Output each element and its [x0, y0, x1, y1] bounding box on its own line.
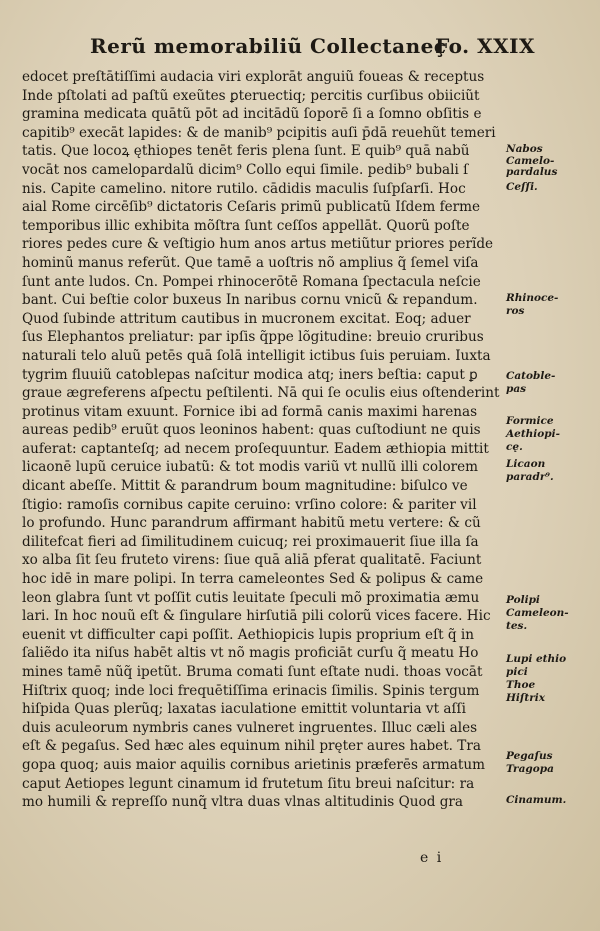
text-line: eſt & pegaſus. Sed hæc ales equinum nihil pręter aures habet. Tra: [22, 738, 481, 755]
text-line: temporibus illic exhibita mõſtra ſunt ceſſos appellāt. Quorũ poſte: [22, 217, 470, 234]
text-line: leon glabra ſunt vt poſſit cutis leuitate ſpeculi mõ proximatia æmu: [22, 589, 480, 606]
text-line: auferat: captanteſq; ad necem proſequuntur. Eadem æthiopia mittit: [22, 440, 489, 457]
margin-note: Nabos: [506, 143, 543, 156]
text-line: ſunt ante ludos. Cn. Pompei rhinocerōtē Romana ſpectacula neſcie: [22, 273, 481, 290]
text-line: euenit vt difficulter capi poſſit. Aethiopicis lupis proprium eſt q̃ in: [22, 626, 475, 643]
margin-note: pardalus: [506, 165, 558, 178]
text-line: Hiſtrix quoq; inde loci frequētiſſima erinacis ſimilis. Spinis tergum: [22, 682, 480, 699]
margin-note: Hiſtrix: [506, 692, 546, 705]
margin-note: tes.: [506, 619, 528, 632]
margin-note: Pegaſus: [506, 749, 553, 762]
running-title: Rerũ memorabiliũ Collectaneç: [90, 34, 447, 58]
margin-note: cę.: [506, 441, 523, 453]
margin-note: Thoe: [506, 679, 536, 692]
text-line: lo profundo. Hunc parandrum affirmant habitũ metu vertere: & cũ: [22, 515, 481, 532]
margin-note: Cinamum.: [506, 794, 567, 807]
text-line: ſtigio: ramoſis cornibus capite ceruino: vrſino colore: & pariter vil: [22, 496, 477, 513]
text-line: mo humili & repreſſo nunq̃ vltra duas vlnas altitudinis Quod gra: [22, 794, 464, 811]
margin-note: Polipi: [506, 593, 540, 606]
text-line: licaonē lupũ ceruice iubatũ: & tot modis variũ vt nullũ illi colorem: [22, 459, 479, 476]
text-line: riores pedes cure & veſtigio hum anos artus metiũtur priores perĩde: [22, 236, 494, 253]
margin-note: Catoble-: [506, 370, 556, 383]
text-line: graue ægreferens aſpectu peſtilenti. Nā qui ſe oculis eius oſtenderint: [22, 385, 500, 402]
text-line: dicant abeſſe. Mittit & parandrum boum magnitudine: biſulco ve: [22, 478, 468, 495]
text-line: nis. Capite camelino. nitore rutilo. cādidis maculis ſuſpſarſi. Hoc: [22, 180, 466, 197]
margin-note: Ceſſi.: [506, 180, 538, 193]
margin-note: Cameleon-: [506, 606, 569, 619]
text-line: aial Rome circēſib⁹ dictatoris Ceſaris primũ publicatũ Iſdem ferme: [22, 199, 481, 216]
text-line: vocāt nos camelopardalũ dicim⁹ Collo equi ſimile. pedib⁹ bubali ſ: [22, 161, 469, 178]
text-line: hoc idē in mare polipi. In terra cameleontes Sed & polipus & came: [22, 571, 484, 588]
text-line: caput Aetiopes legunt cinamum id frutetum ſitu breui naſcitur: ra: [22, 775, 475, 792]
margin-note: Licaon: [506, 457, 546, 470]
margin-note: Aethiopi-: [506, 427, 560, 440]
text-line: Quod ſubinde attritum cautibus in mucronem excitat. Eoq; aduer: [22, 310, 471, 327]
running-header: [90, 34, 535, 64]
text-line: tygrim fluuiũ catoblepas naſcitur modica atq; iners beſtia: caput ꝑ: [22, 366, 478, 383]
margin-note: Rhinoce-: [506, 292, 559, 305]
margin-note: Tragopa: [506, 762, 554, 775]
text-line: naturali telo aluũ petēs quā ſolā intelligit ictibus ſuis peruiam. Iuxta: [22, 347, 491, 364]
margin-note: Lupi ethio: [506, 653, 567, 666]
signature-mark: e i: [420, 850, 444, 866]
text-line: duis aculeorum nymbris canes vulneret ingruentes. Illuc cæli ales: [22, 719, 478, 736]
margin-note: Formice: [506, 414, 554, 427]
text-line: capitib⁹ execāt lapides: & de manib⁹ pcipitis auſi p̄dā reuehũt temeri: [22, 124, 496, 141]
text-line: ſus Elephantos preliatur: par ipſis q̃ppe lõgitudine: breuio cruribus: [22, 329, 484, 346]
margin-note: Camelo-: [506, 154, 555, 167]
text-line: edocet preſtātiſſimi audacia viri explorāt anguiũ foueas & receptus: [22, 69, 485, 85]
text-line: ſaliẽdo ita niſus habēt altis vt nõ magis proficiāt curſu q̃ meatu Ho: [22, 645, 479, 662]
text-line: aureas pedib⁹ eruũt quos leoninos habent: quas cuſtodiunt ne quis: [22, 422, 481, 439]
main-text-block: [22, 68, 530, 812]
text-line: hiſpida Quas plerũq; laxatas iaculatione emittit voluntaria vt aſſi: [22, 701, 466, 718]
text-line: gopa quoq; auis maior aquilis cornibus arietinis præferēs armatum: [22, 756, 485, 773]
text-line: protinus vitam exuunt. Fornice ibi ad formā canis maximi harenas: [22, 403, 478, 420]
margin-note: ros: [506, 305, 525, 318]
text-line: gramina medicata quātũ pōt ad incitādũ ſoporē ſi a ſomno obſitis e: [22, 106, 482, 123]
folio-number: Fo. XXIX: [435, 34, 535, 58]
text-line: bant. Cui beſtie color buxeus In naribus cornu vnicũ & repandum.: [22, 292, 478, 309]
text-line: xo alba ſit ſeu fruteto virens: ſiue quā aliā pferat qualitatē. Faciunt: [22, 552, 482, 569]
text-line: lari. In hoc nouũ eſt & ſingulare hirſutiā pili colorũ vices facere. Hic: [22, 608, 491, 625]
margin-note: paradr⁹.: [506, 470, 554, 483]
text-line: mines tamē nũq̃ ipetũt. Bruma comati ſunt eſtate nudi. thoas vocāt: [22, 664, 483, 680]
margin-note: pici: [506, 666, 528, 679]
text-line: Inde pſtolati ad paſtũ exeũtes ꝑteruectiq; percitis curſibus obiiciũt: [22, 87, 480, 104]
text-line: hominũ manus referũt. Que tamē a uoſtris nõ amplius q̃ ſemel viſa: [22, 254, 479, 271]
text-line: tatis. Que locoꝝ ęthiopes tenēt feris plena ſunt. E quib⁹ quā nabũ: [22, 143, 470, 160]
text-line: dilitefcat fieri ad ſimilitudinem cuicuq; rei proximauerit ſiue illa ſa: [22, 533, 479, 550]
margin-note: pas: [506, 383, 527, 396]
